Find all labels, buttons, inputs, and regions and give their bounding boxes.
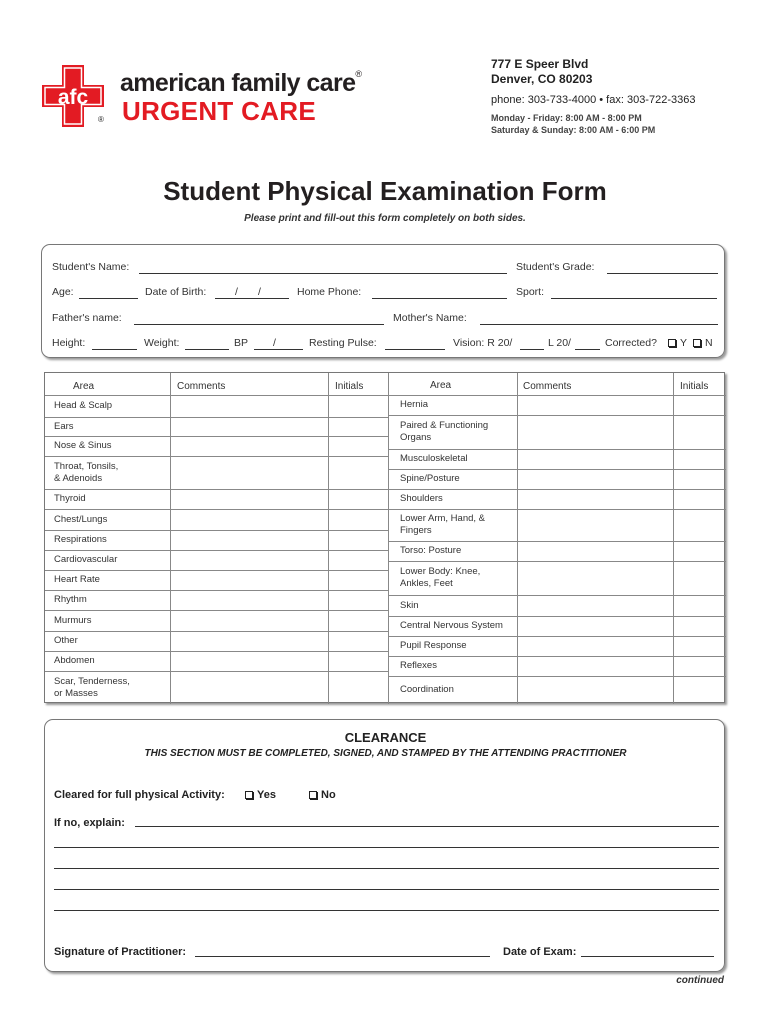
- cleared-no-label: No: [321, 789, 336, 801]
- afc-cross-logo-icon: [40, 63, 106, 129]
- form-title: Student Physical Examination Form: [163, 176, 607, 206]
- clearance-title: CLEARANCE: [344, 730, 427, 745]
- signature-field[interactable]: [195, 956, 490, 957]
- dob-separator-1: /: [235, 286, 238, 298]
- left-exam-area-label: Abdomen: [54, 655, 95, 666]
- left-exam-comment-field[interactable]: [171, 395, 328, 417]
- vision-right-label: Vision: R 20/: [453, 337, 513, 349]
- cleared-label: Cleared for full physical Activity:: [54, 789, 225, 801]
- brand-registered-mark: ®: [355, 69, 362, 79]
- left-exam-comment-field[interactable]: [171, 651, 328, 671]
- weight-field[interactable]: [185, 349, 229, 350]
- continued-note: continued: [676, 975, 724, 986]
- resting-pulse-field[interactable]: [385, 349, 445, 350]
- right-exam-area-label: Lower Arm, Hand, & Fingers: [400, 513, 486, 536]
- right-exam-area-label: Coordination: [400, 684, 454, 695]
- right-exam-comment-field[interactable]: [518, 616, 673, 636]
- student-name-label: Student's Name:: [52, 261, 130, 273]
- height-label: Height:: [52, 337, 86, 349]
- right-exam-comment-field[interactable]: [518, 656, 673, 676]
- clearance-subtitle: THIS SECTION MUST BE COMPLETED, SIGNED, AND STAMPED BY THE ATTENDING PRACTITIONER: [144, 748, 627, 759]
- cleared-no-option[interactable]: [309, 789, 336, 801]
- corrected-no-label: N: [705, 337, 713, 349]
- student-name-field[interactable]: [139, 273, 507, 274]
- corrected-no-checkbox[interactable]: [693, 339, 701, 347]
- explain-label: If no, explain:: [54, 817, 125, 829]
- right-exam-comment-field[interactable]: [518, 449, 673, 469]
- exam-date-label: Date of Exam:: [503, 946, 577, 958]
- sport-field[interactable]: [551, 298, 717, 299]
- dob-label: Date of Birth:: [145, 286, 207, 298]
- table-column-divider: [673, 373, 674, 704]
- right-exam-area-label: Hernia: [400, 399, 428, 410]
- explain-field-line-2[interactable]: [54, 847, 719, 848]
- home-phone-field[interactable]: [372, 298, 507, 299]
- right-exam-area-label: Pupil Response: [400, 640, 467, 651]
- afc-logo: [40, 63, 420, 131]
- mother-name-label: Mother's Name:: [393, 312, 467, 324]
- right-comments-header: Comments: [523, 381, 572, 392]
- father-name-label: Father's name:: [52, 312, 122, 324]
- cleared-yes-option[interactable]: [245, 789, 276, 801]
- left-exam-comment-field[interactable]: [171, 590, 328, 610]
- right-initials-header: Initials: [680, 381, 709, 392]
- form-subtitle: Please print and fill-out this form completely on both sides.: [244, 213, 526, 224]
- right-exam-comment-field[interactable]: [518, 489, 673, 509]
- right-exam-area-label: Paired & Functioning Organs: [400, 420, 489, 443]
- left-exam-comment-field[interactable]: [171, 631, 328, 651]
- right-exam-area-label: Central Nervous System: [400, 620, 503, 631]
- corrected-label: Corrected?: [605, 337, 657, 349]
- height-field[interactable]: [92, 349, 137, 350]
- right-exam-comment-field[interactable]: [518, 541, 673, 561]
- left-exam-area-label: Cardiovascular: [54, 554, 118, 565]
- left-exam-comment-field[interactable]: [171, 456, 328, 489]
- left-exam-comment-field[interactable]: [171, 509, 328, 530]
- dob-separator-2: /: [258, 286, 261, 298]
- right-exam-comment-field[interactable]: [518, 636, 673, 656]
- exam-table: [44, 372, 725, 703]
- vision-left-label: L 20/: [548, 337, 571, 349]
- right-exam-area-label: Torso: Posture: [400, 545, 462, 556]
- explain-field-line-4[interactable]: [54, 889, 719, 890]
- left-exam-comment-field[interactable]: [171, 417, 328, 436]
- dob-field[interactable]: [215, 298, 289, 299]
- corrected-yes-option[interactable]: [668, 337, 687, 349]
- right-exam-area-label: Shoulders: [400, 493, 443, 504]
- left-exam-comment-field[interactable]: [171, 530, 328, 550]
- left-exam-area-label: Respirations: [54, 534, 107, 545]
- address-street: 777 E Speer Blvd: [491, 57, 589, 71]
- brand-name-text: american family care: [120, 69, 356, 97]
- right-exam-area-label: Lower Body: Knee, Ankles, Feet: [400, 566, 481, 589]
- table-column-divider: [328, 373, 329, 704]
- hours-weekend: Saturday & Sunday: 8:00 AM - 6:00 PM: [491, 125, 656, 135]
- bp-label: BP: [234, 337, 249, 349]
- left-exam-area-label: Nose & Sinus: [54, 440, 112, 451]
- left-exam-comment-field[interactable]: [171, 550, 328, 570]
- registered-mark: ®: [98, 115, 104, 124]
- cleared-no-checkbox[interactable]: [309, 791, 317, 799]
- phone-fax: phone: 303-733-4000 • fax: 303-722-3363: [491, 94, 696, 106]
- age-label: Age:: [52, 286, 74, 298]
- sport-label: Sport:: [516, 286, 545, 298]
- right-exam-comment-field[interactable]: [518, 395, 673, 415]
- corrected-yes-label: Y: [680, 337, 688, 349]
- left-exam-area-label: Ears: [54, 420, 74, 432]
- explain-field-line-5[interactable]: [54, 910, 719, 911]
- left-area-header: Area: [73, 381, 95, 392]
- corrected-no-option[interactable]: [693, 337, 713, 349]
- explain-field-line-3[interactable]: [54, 868, 719, 869]
- left-exam-area-label: Scar, Tenderness, or Masses: [54, 675, 130, 699]
- clearance-section: [44, 719, 725, 972]
- left-exam-comment-field[interactable]: [171, 570, 328, 590]
- left-exam-area-label: Throat, Tonsils, & Adenoids: [54, 460, 119, 484]
- left-exam-area-label: Thyroid: [54, 493, 86, 504]
- left-exam-area-label: Rhythm: [54, 594, 87, 605]
- left-exam-comment-field[interactable]: [171, 436, 328, 456]
- left-exam-area-label: Head & Scalp: [54, 400, 113, 411]
- left-exam-area-label: Other: [54, 635, 78, 646]
- cleared-yes-label: Yes: [257, 789, 276, 801]
- right-exam-area-label: Spine/Posture: [400, 473, 460, 484]
- right-exam-comment-field[interactable]: [518, 595, 673, 616]
- signature-label: Signature of Practitioner:: [54, 946, 187, 958]
- cleared-yes-checkbox[interactable]: [245, 791, 253, 799]
- home-phone-label: Home Phone:: [297, 286, 362, 298]
- left-exam-area-label: Chest/Lungs: [54, 513, 108, 525]
- weight-label: Weight:: [144, 337, 180, 349]
- mother-name-field[interactable]: [480, 324, 718, 325]
- right-exam-area-label: Reflexes: [400, 660, 437, 671]
- left-comments-header: Comments: [177, 381, 226, 392]
- left-exam-comment-field[interactable]: [171, 610, 328, 631]
- right-area-header: Area: [430, 380, 452, 391]
- left-initials-header: Initials: [335, 381, 364, 392]
- clinic-address: [491, 57, 741, 136]
- student-grade-field[interactable]: [607, 273, 718, 274]
- corrected-yes-checkbox[interactable]: [668, 339, 676, 347]
- bp-field[interactable]: [254, 349, 303, 350]
- logo-text: afc: [57, 86, 89, 109]
- left-exam-area-label: Murmurs: [54, 614, 92, 626]
- age-field[interactable]: [79, 298, 138, 299]
- table-column-divider: [388, 373, 389, 704]
- brand-subtitle: URGENT CARE: [122, 96, 316, 126]
- right-exam-comment-field[interactable]: [518, 509, 673, 541]
- left-exam-comment-field[interactable]: [171, 489, 328, 509]
- right-exam-comment-field[interactable]: [518, 561, 673, 595]
- resting-pulse-label: Resting Pulse:: [309, 337, 377, 349]
- hours-weekday: Monday - Friday: 8:00 AM - 8:00 PM: [491, 113, 642, 123]
- vision-right-field[interactable]: [520, 349, 544, 350]
- left-exam-comment-field[interactable]: [171, 671, 328, 704]
- bp-separator: /: [273, 337, 276, 349]
- address-city: Denver, CO 80203: [491, 72, 593, 86]
- brand-name: [120, 69, 361, 98]
- right-exam-area-label: Musculoskeletal: [400, 453, 468, 464]
- left-exam-area-label: Heart Rate: [54, 574, 100, 585]
- right-exam-comment-field[interactable]: [518, 676, 673, 704]
- vision-left-field[interactable]: [575, 349, 600, 350]
- right-exam-comment-field[interactable]: [518, 469, 673, 489]
- exam-date-field[interactable]: [581, 956, 714, 957]
- explain-field-line-1[interactable]: [135, 826, 719, 827]
- right-exam-comment-field[interactable]: [518, 415, 673, 449]
- father-name-field[interactable]: [134, 324, 384, 325]
- student-grade-label: Student's Grade:: [516, 261, 595, 273]
- right-exam-area-label: Skin: [400, 599, 419, 611]
- student-info-section: [41, 244, 725, 358]
